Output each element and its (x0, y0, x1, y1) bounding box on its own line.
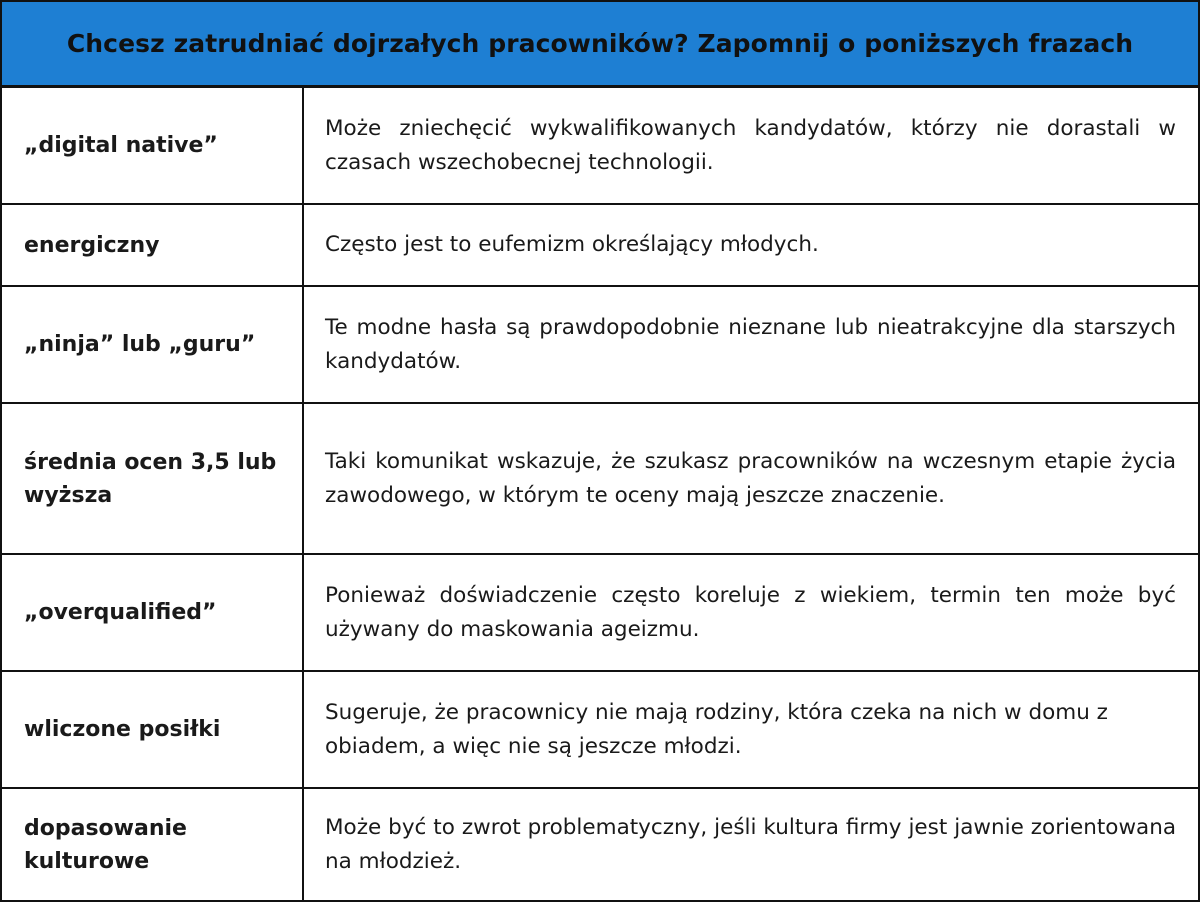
phrase-description: Ponieważ doświadczenie często koreluje z wiekiem, termin ten może być używany do maskowania ageizmu. (303, 554, 1199, 671)
table-row (1, 204, 1199, 286)
phrase-term: średnia ocen 3,5 lub wyższa (1, 403, 303, 554)
page-title: Chcesz zatrudniać dojrzałych pracowników? Zapomnij o poniższych frazach (66, 29, 1134, 58)
table-row (1, 87, 1199, 204)
phrase-term: dopasowanie kulturowe (1, 788, 303, 901)
phrase-term: energiczny (1, 204, 303, 286)
phrase-term: wliczone posiłki (1, 671, 303, 788)
phrase-description: Taki komunikat wskazuje, że szukasz pracowników na wczesnym etapie życia zawodowego, w którym te oceny mają jeszcze znaczenie. (303, 403, 1199, 554)
table-row (1, 403, 1199, 554)
phrase-description: Może być to zwrot problematyczny, jeśli kultura firmy jest jawnie zorientowana na młodzież. (303, 788, 1199, 901)
phrase-description: Często jest to eufemizm określający młodych. (303, 204, 1199, 286)
table-row (1, 286, 1199, 403)
table-row (1, 554, 1199, 671)
table-row (1, 788, 1199, 901)
phrases-table (0, 86, 1200, 902)
phrase-term: „overqualified” (1, 554, 303, 671)
phrase-description: Może zniechęcić wykwalifikowanych kandydatów, którzy nie dorastali w czasach wszechobecnej technologii. (303, 87, 1199, 204)
table-row (1, 671, 1199, 788)
phrase-term: „digital native” (1, 87, 303, 204)
phrase-term: „ninja” lub „guru” (1, 286, 303, 403)
phrase-description: Sugeruje, że pracownicy nie mają rodziny, która czeka na nich w domu z obiadem, a więc nie są jeszcze młodzi. (303, 671, 1199, 788)
header-banner (0, 0, 1200, 87)
phrase-description: Te modne hasła są prawdopodobnie nieznane lub nieatrakcyjne dla starszych kandydatów. (303, 286, 1199, 403)
